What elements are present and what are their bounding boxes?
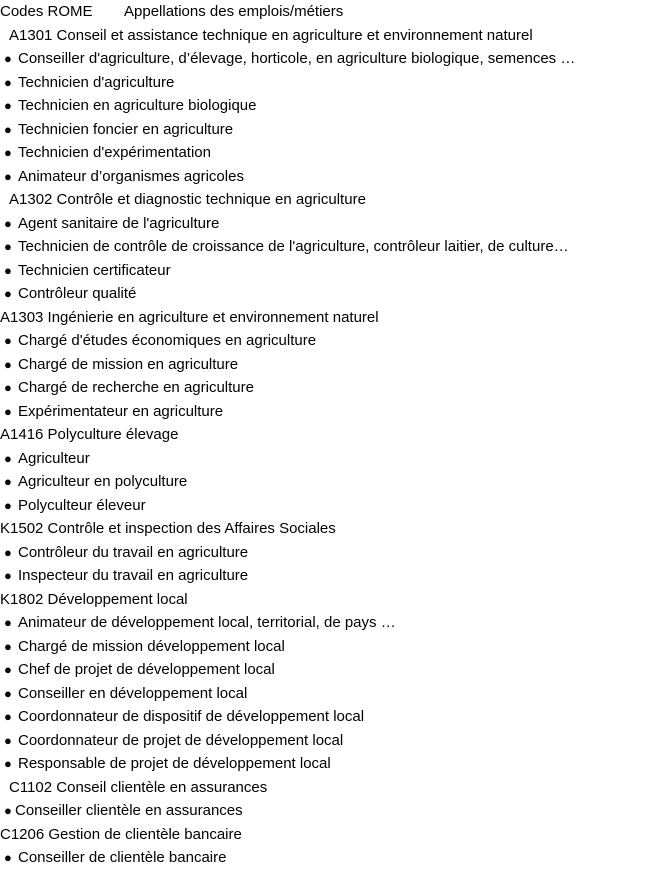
bullet-icon: ● <box>4 803 12 818</box>
bullet-icon: ● <box>4 544 12 560</box>
bullet-icon: ● <box>4 732 12 748</box>
bullet-icon: ● <box>4 98 12 113</box>
job-title-list-item <box>0 353 650 377</box>
job-title-list-item <box>0 71 650 95</box>
rome-code-line <box>0 306 650 330</box>
bullet-icon: ● <box>4 662 12 677</box>
rome-code-line <box>0 423 650 447</box>
rome-code-title: Développement local <box>47 590 188 608</box>
rome-code-line <box>0 24 650 48</box>
job-title-list-item <box>0 729 650 753</box>
bullet-icon: ● <box>4 638 12 654</box>
rome-code-title: Conseil clientèle en assurances <box>56 778 268 796</box>
bullet-icon: ● <box>4 450 12 466</box>
job-title-list-item <box>0 799 650 823</box>
job-title-list-item <box>0 447 650 471</box>
bullet-icon: ● <box>4 215 12 231</box>
bullet-icon: ● <box>4 756 12 771</box>
job-title: Chef de projet de développement local <box>18 661 275 678</box>
rome-code: A1302 <box>9 191 53 208</box>
job-title-list-item <box>0 329 650 353</box>
job-title-list-item <box>0 118 650 142</box>
job-title-list-item <box>0 705 650 729</box>
job-title: Conseiller d'agriculture, d’élevage, horticole, en agriculture biologique, semences … <box>18 50 576 67</box>
job-title: Conseiller en développement local <box>18 684 248 702</box>
job-title-list-item <box>0 400 650 424</box>
job-title: Conseiller de clientèle bancaire <box>18 849 227 866</box>
rome-code: C1102 <box>9 778 53 796</box>
rome-code-title: Gestion de clientèle bancaire <box>48 825 242 843</box>
job-title-list-item <box>0 846 650 870</box>
job-title-list-item <box>0 752 650 776</box>
job-title: Technicien foncier en agriculture <box>18 120 234 138</box>
rome-code-title: Contrôle et inspection des Affaires Sociales <box>47 520 336 537</box>
rome-code: C1206 <box>0 825 45 843</box>
rome-code-line <box>0 823 650 847</box>
job-title-list-item <box>0 376 650 400</box>
bullet-icon: ● <box>4 286 12 301</box>
job-title: Agent sanitaire de l'agriculture <box>18 214 220 232</box>
job-title: Agriculteur <box>18 449 90 467</box>
job-title-list-item <box>0 165 650 189</box>
job-title: Technicien d'agriculture <box>18 73 175 91</box>
job-title: Animateur de développement local, territorial, de pays … <box>18 614 396 631</box>
bullet-icon: ● <box>4 380 12 395</box>
job-title-list-item <box>0 658 650 682</box>
bullet-icon: ● <box>4 685 12 701</box>
job-title: Chargé d'études économiques en agriculture <box>18 332 317 349</box>
bullet-icon: ● <box>4 474 12 489</box>
job-title-list-item <box>0 259 650 283</box>
rome-code-title: Contrôle et diagnostic technique en agriculture <box>56 191 366 208</box>
job-title: Technicien en agriculture biologique <box>18 97 257 114</box>
bullet-icon: ● <box>4 121 12 137</box>
job-title-list-item <box>0 611 650 635</box>
job-title: Technicien de contrôle de croissance de l'agriculture, contrôleur laitier, de culture… <box>18 238 569 255</box>
bullet-icon: ● <box>4 74 12 90</box>
bullet-icon: ● <box>4 239 12 254</box>
job-title-list-item <box>0 494 650 518</box>
rome-code: A1416 <box>0 426 44 443</box>
bullet-icon: ● <box>4 497 12 513</box>
job-title: Chargé de mission en agriculture <box>18 355 239 373</box>
sections-list <box>0 24 650 870</box>
bullet-icon: ● <box>4 262 12 278</box>
job-title-list-item <box>0 682 650 706</box>
rome-code: A1301 <box>9 26 53 44</box>
job-title-list-item <box>0 635 650 659</box>
job-title: Conseiller clientèle en assurances <box>15 802 243 819</box>
rome-code: K1802 <box>0 590 44 608</box>
appellations-header: Appellations des emplois/métiers <box>124 3 344 20</box>
rome-code-line <box>0 776 650 800</box>
bullet-icon: ● <box>4 333 12 348</box>
job-title: Animateur d’organismes agricoles <box>18 167 244 185</box>
table-header <box>0 0 650 24</box>
rome-code-line <box>0 588 650 612</box>
job-title-list-item <box>0 564 650 588</box>
bullet-icon: ● <box>4 403 12 419</box>
job-title-list-item <box>0 235 650 259</box>
job-title-list-item <box>0 541 650 565</box>
job-title: Contrôleur qualité <box>18 285 137 302</box>
codes-rome-header: Codes ROME <box>0 3 93 20</box>
rome-code-title: Ingénierie en agriculture et environnement naturel <box>47 308 379 326</box>
bullet-icon: ● <box>4 145 12 160</box>
bullet-icon: ● <box>4 51 12 66</box>
job-title: Contrôleur du travail en agriculture <box>18 543 249 561</box>
job-title: Technicien d'expérimentation <box>18 144 211 161</box>
job-title-list-item <box>0 94 650 118</box>
rome-code-line <box>0 517 650 541</box>
bullet-icon: ● <box>4 709 12 724</box>
job-title: Expérimentateur en agriculture <box>18 402 224 420</box>
rome-code: A1303 <box>0 308 44 326</box>
rome-code-line <box>0 188 650 212</box>
job-title-list-item <box>0 141 650 165</box>
job-title: Coordonnateur de dispositif de développement local <box>18 708 365 725</box>
bullet-icon: ● <box>4 568 12 583</box>
job-title: Inspecteur du travail en agriculture <box>18 567 249 584</box>
job-title: Coordonnateur de projet de développement local <box>18 731 344 749</box>
rome-code: K1502 <box>0 520 44 537</box>
job-title: Chargé de mission développement local <box>18 637 285 655</box>
job-title-list-item <box>0 470 650 494</box>
job-title: Chargé de recherche en agriculture <box>18 379 254 396</box>
rome-code-title: Conseil et assistance technique en agriculture et environnement naturel <box>56 26 533 44</box>
job-title: Responsable de projet de développement local <box>18 755 331 772</box>
job-title-list-item <box>0 282 650 306</box>
bullet-icon: ● <box>4 850 12 865</box>
bullet-icon: ● <box>4 168 12 184</box>
job-title: Polyculteur éleveur <box>18 496 146 514</box>
job-title-list-item <box>0 212 650 236</box>
rome-code-title: Polyculture élevage <box>47 426 179 443</box>
job-title: Agriculteur en polyculture <box>18 473 188 490</box>
job-title: Technicien certificateur <box>18 261 171 279</box>
bullet-icon: ● <box>4 356 12 372</box>
job-title-list-item <box>0 47 650 71</box>
bullet-icon: ● <box>4 615 12 630</box>
